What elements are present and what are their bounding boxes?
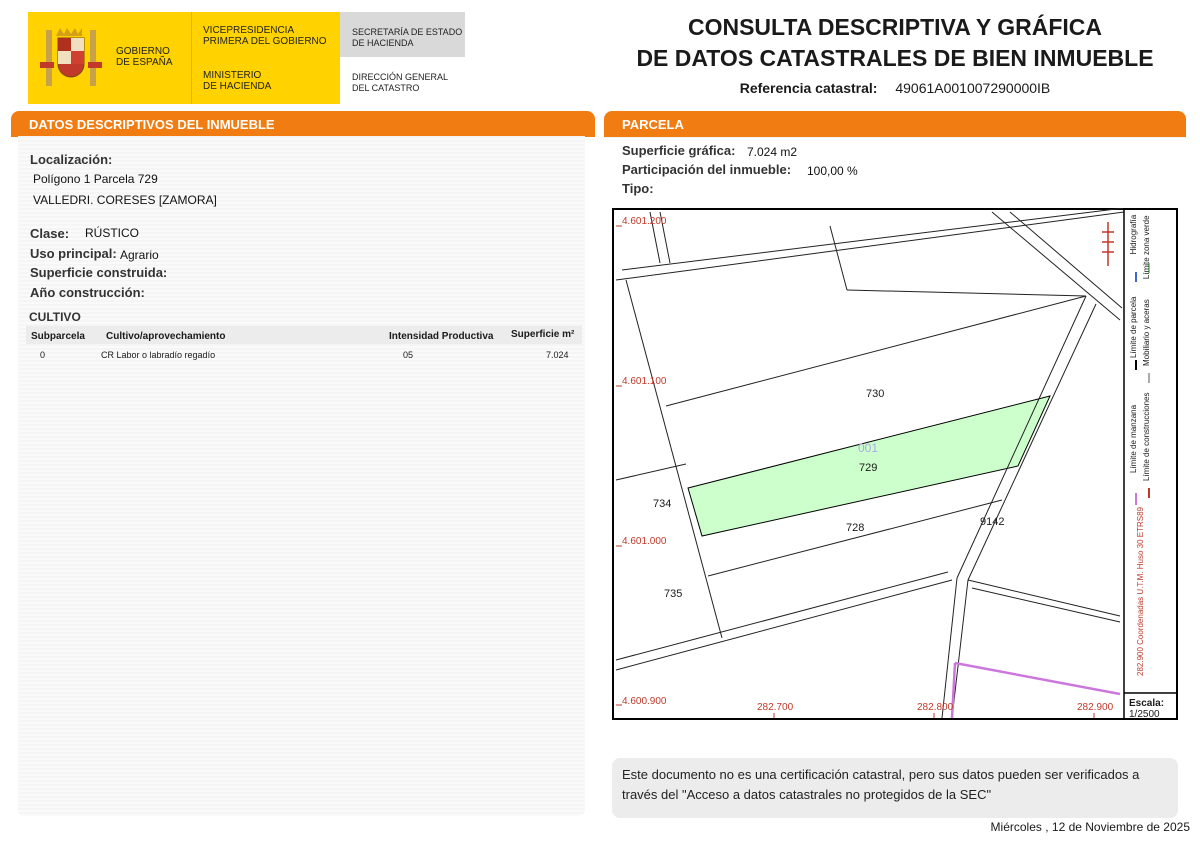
- legend-item: Mobiliario y aceras: [1142, 299, 1151, 366]
- uso-value: Agrario: [120, 248, 159, 262]
- ministerio-label: MINISTERIO DE HACIENDA: [203, 70, 272, 92]
- anio-construccion-label: Año construcción:: [30, 285, 145, 300]
- tipo-label: Tipo:: [622, 181, 654, 196]
- y-tick-label: 4.601.200: [622, 216, 667, 227]
- direccion-label: DIRECCIÓN GENERAL DEL CATASTRO: [352, 72, 449, 93]
- legend-item: Límite zona verde: [1142, 215, 1151, 280]
- cadastral-map-drawing: [612, 208, 1178, 720]
- cell-cultivo: CR Labor o labradío regadío: [101, 350, 216, 360]
- clase-label: Clase:: [30, 226, 70, 241]
- superficie-grafica-label: Superficie gráfica:: [622, 143, 736, 158]
- secretaria-label: SECRETARÍA DE ESTADO DE HACIENDA: [352, 27, 463, 48]
- datos-descriptivos-header: DATOS DESCRIPTIVOS DEL INMUEBLE: [11, 111, 595, 137]
- parcela-header-underline: [604, 137, 1186, 138]
- legend-item: Hidrografía: [1129, 214, 1138, 255]
- col-cultivo: Cultivo/aprovechamiento: [106, 331, 226, 342]
- y-tick-label: 4.601.100: [622, 376, 667, 387]
- uso-label: Uso principal:: [30, 246, 117, 261]
- superficie-construida-label: Superficie construida:: [30, 265, 168, 280]
- localizacion-label: Localización:: [30, 152, 113, 167]
- x-tick-label: 282.800: [917, 702, 954, 713]
- parcel-label[interactable]: 735: [664, 588, 683, 600]
- legend-item: Límite de construcciones: [1142, 392, 1151, 481]
- participacion-label: Participación del inmueble:: [622, 162, 792, 177]
- gobierno-label: GOBIERNO DE ESPAÑA: [116, 46, 173, 68]
- parcel-label[interactable]: 730: [866, 388, 885, 400]
- north-arrow-icon: [1102, 222, 1114, 266]
- cultivo-title: CULTIVO: [29, 310, 81, 324]
- participacion-value: 100,00 %: [807, 164, 858, 178]
- coat-of-arms-icon: [36, 22, 106, 92]
- cell-intensidad: 05: [403, 350, 414, 360]
- ref-label: Referencia catastral:: [739, 80, 878, 96]
- parcel-label[interactable]: 9142: [980, 516, 1005, 528]
- x-tick-label: 282.700: [757, 702, 794, 713]
- legend-item: Límite de parcela: [1129, 296, 1138, 358]
- disclaimer-note: Este documento no es una certificación catastral, pero sus datos pueden ser verificados a través del "Acceso a datos catastrales no protegidos de la SEC": [612, 758, 1178, 818]
- clase-value: RÚSTICO: [85, 226, 139, 240]
- legend-col-1: [1129, 190, 1138, 370]
- referencia-catastral: [600, 80, 1190, 96]
- cell-superficie: 7.024: [546, 350, 569, 360]
- document-date: Miércoles , 12 de Noviembre de 2025: [990, 820, 1190, 834]
- coords-note: 282.900 Coordenadas U.T.M. Huso 30 ETRS89: [1136, 507, 1145, 676]
- escala-value: 1/2500: [1129, 709, 1160, 720]
- logo-divider: [191, 12, 192, 104]
- legend-col-2: [1142, 190, 1151, 370]
- col-intensidad: Intensidad Productiva: [389, 331, 494, 342]
- manzana-limit-line: [955, 663, 1120, 694]
- localizacion-line-1: Polígono 1 Parcela 729: [33, 172, 158, 186]
- y-tick-label: 4.600.900: [622, 696, 667, 707]
- parcel-label[interactable]: 728: [846, 522, 865, 534]
- superficie-grafica-value: 7.024 m2: [747, 145, 798, 159]
- table-row: [26, 346, 582, 362]
- legend-col-3: [1129, 375, 1138, 485]
- document-title: CONSULTA DESCRIPTIVA Y GRÁFICA DE DATOS CATASTRALES DE BIEN INMUEBLE: [636, 14, 1154, 71]
- parcela-header: PARCELA: [604, 111, 1186, 137]
- localizacion-line-2: VALLEDRI. CORESES [ZAMORA]: [33, 193, 217, 207]
- cell-subparcela: 0: [40, 350, 46, 360]
- x-tick-label: 282.900: [1077, 702, 1114, 713]
- y-tick-label: 4.601.000: [622, 536, 667, 547]
- ref-value: 49061A001007290000IB: [895, 80, 1051, 96]
- escala-label: Escala:: [1129, 698, 1165, 709]
- legend-col-4: [1142, 375, 1151, 485]
- legend-item: Límite de manzana: [1129, 404, 1138, 473]
- parcel-label[interactable]: 729: [859, 462, 878, 474]
- col-subparcela: Subparcela: [31, 331, 85, 342]
- parcel-label[interactable]: 734: [653, 498, 672, 510]
- vicepresidencia-label: VICEPRESIDENCIA PRIMERA DEL GOBIERNO: [203, 25, 327, 47]
- col-superficie: Superficie m²: [511, 329, 575, 340]
- subparcel-label: 001: [858, 441, 879, 455]
